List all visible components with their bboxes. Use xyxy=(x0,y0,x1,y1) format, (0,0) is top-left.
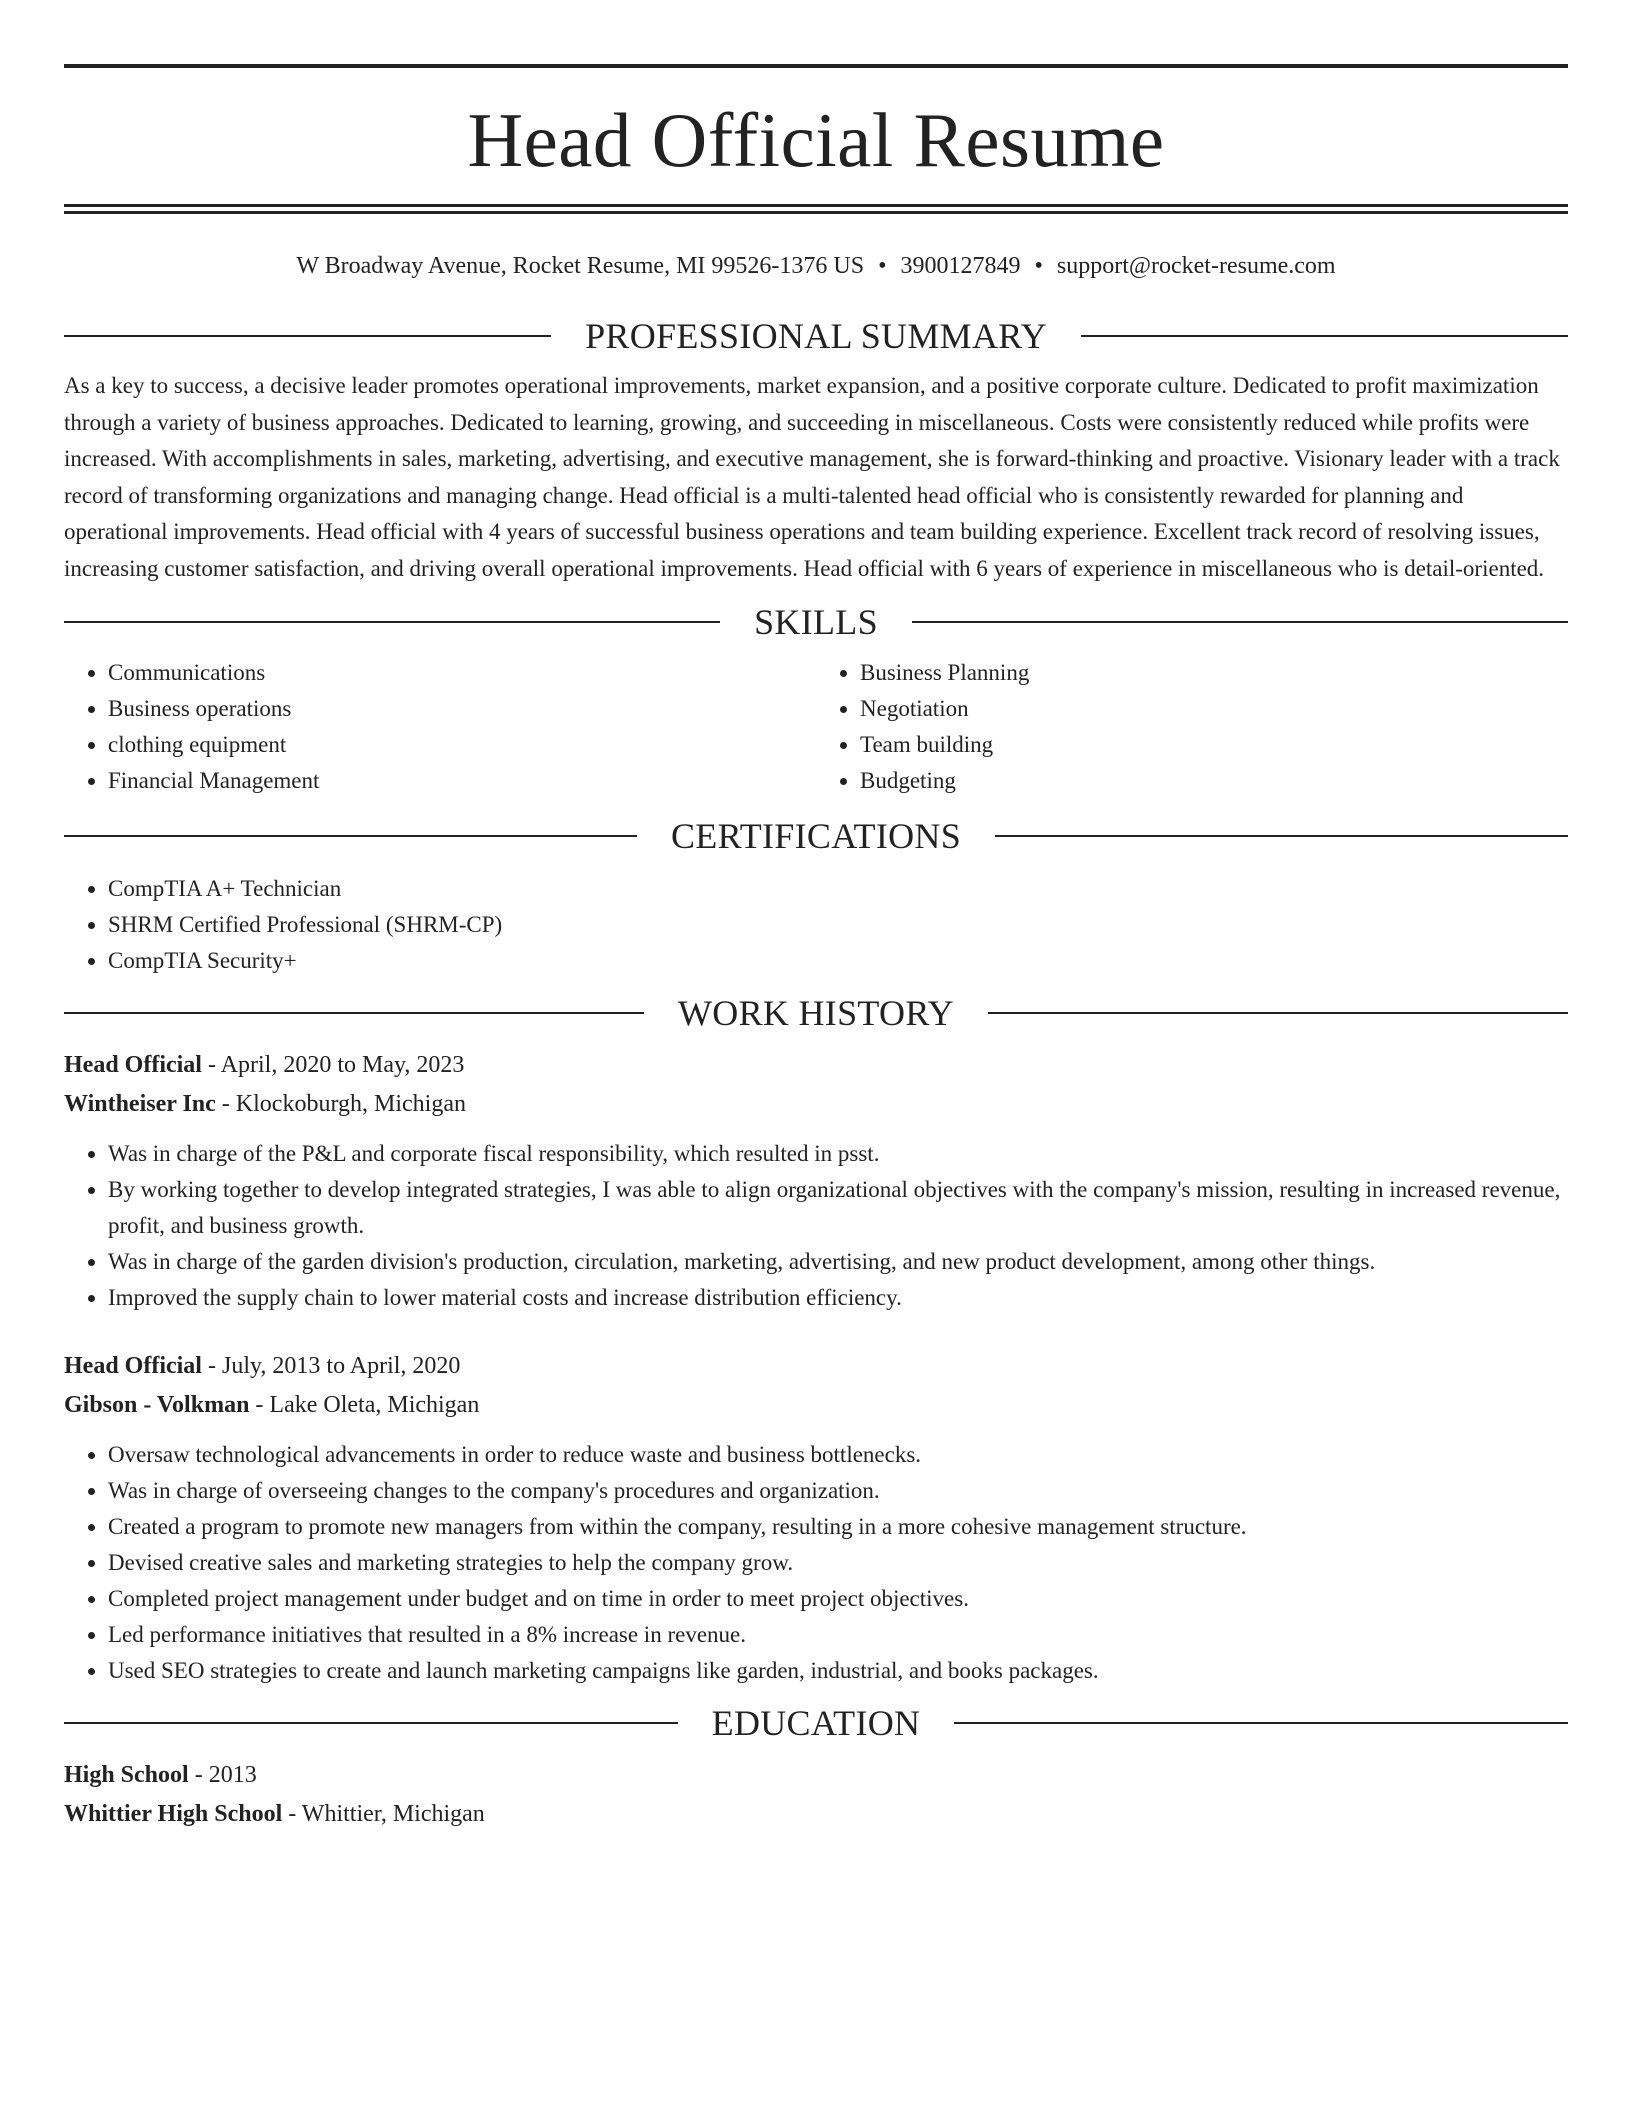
heading-rule xyxy=(988,1012,1568,1014)
job-entry xyxy=(64,1347,1568,1689)
skill-item: • Budgeting xyxy=(860,763,1568,799)
contact-address: W Broadway Avenue, Rocket Resume, MI 99526-1376 US xyxy=(296,253,865,279)
contact-phone: 3900127849 xyxy=(900,253,1021,279)
job-bullet: • Was in charge of the P&L and corporate fiscal responsibility, which resulted in psst. xyxy=(108,1136,1568,1172)
certification-item: • CompTIA Security+ xyxy=(108,943,1568,979)
skills-list xyxy=(64,655,1568,799)
skill-item: • Business Planning xyxy=(860,655,1568,691)
contact-email[interactable]: support@rocket-resume.com xyxy=(1056,253,1336,279)
job-bullet: • Used SEO strategies to create and launch marketing campaigns like garden, industrial, and books packages. xyxy=(108,1653,1568,1689)
contact-separator: • xyxy=(878,253,887,279)
skill-item: • Negotiation xyxy=(860,691,1568,727)
job-location: - Lake Oleta, Michigan xyxy=(255,1391,480,1418)
job-bullet: • Completed project management under budget and on time in order to meet project objectives. xyxy=(108,1581,1568,1617)
skills-heading-label: SKILLS xyxy=(754,601,878,642)
skill-item: • Business operations xyxy=(108,691,816,727)
job-bullet: • Improved the supply chain to lower material costs and increase distribution efficiency. xyxy=(108,1280,1568,1316)
heading-rule xyxy=(995,835,1568,837)
certifications-list xyxy=(64,871,1568,979)
job-location: - Klockoburgh, Michigan xyxy=(221,1090,466,1117)
education-heading xyxy=(64,1703,1568,1743)
job-company: Gibson - Volkman xyxy=(64,1391,250,1418)
job-title-line xyxy=(64,1347,1568,1386)
heading-rule xyxy=(64,335,551,337)
top-rule xyxy=(64,64,1568,68)
work-heading-label: WORK HISTORY xyxy=(678,992,954,1033)
title-double-rule xyxy=(64,204,1568,214)
job-title: Head Official xyxy=(64,1352,202,1379)
education-entry xyxy=(64,1756,1568,1834)
job-company: Wintheiser Inc xyxy=(64,1090,216,1117)
job-title-line xyxy=(64,1046,1568,1085)
skill-item: • Team building xyxy=(860,727,1568,763)
job-bullet: • By working together to develop integrated strategies, I was able to align organizational objectives with the company's mission, resulting in increased revenue, profit, and business growth. xyxy=(108,1172,1568,1244)
skills-column-right xyxy=(816,655,1568,799)
skills-column-left xyxy=(64,655,816,799)
skills-heading xyxy=(64,602,1568,642)
contact-separator: • xyxy=(1034,253,1043,279)
job-company-line xyxy=(64,1085,1568,1124)
summary-heading-label: PROFESSIONAL SUMMARY xyxy=(585,316,1047,356)
heading-rule xyxy=(1081,335,1568,337)
education-year: - 2013 xyxy=(194,1761,257,1788)
work-heading xyxy=(64,993,1568,1033)
education-degree: High School xyxy=(64,1761,189,1788)
summary-text: As a key to success, a decisive leader promotes operational improvements, market expansion, and a positive corporate culture. Dedicated to profit maximization through a variety of business approaches. Dedicated to learning, growing, and succeeding in miscellaneous. Costs were consistently reduced while profits were increased. With accomplishments in sales, marketing, advertising, and executive management, she is forward-thinking and proactive. Visionary leader with a track record of transforming organizations and managing change. Head official is a multi-talented head official who is consistently rewarded for planning and operational improvements. Head official with 4 years of successful business operations and team building experience. Excellent track record of resolving issues, increasing customer satisfaction, and driving overall operational improvements. Head official with 6 years of experience in miscellaneous who is detail-oriented. xyxy=(64,373,1560,581)
job-dates: - July, 2013 to April, 2020 xyxy=(207,1352,461,1379)
education-school-line xyxy=(64,1795,1568,1834)
education-school: Whittier High School xyxy=(64,1800,283,1827)
heading-rule xyxy=(954,1722,1568,1724)
job-entry xyxy=(64,1046,1568,1316)
job-bullet: • Was in charge of the garden division's production, circulation, marketing, advertising, and new product development, among other things. xyxy=(108,1244,1568,1280)
resume-title: Head Official Resume xyxy=(467,97,1165,183)
heading-rule xyxy=(912,621,1568,623)
skill-item: • Communications xyxy=(108,655,816,691)
job-company-line xyxy=(64,1386,1568,1425)
job-bullet: • Created a program to promote new managers from within the company, resulting in a more cohesive management structure. xyxy=(108,1509,1568,1545)
skill-item: • Financial Management xyxy=(108,763,816,799)
heading-rule xyxy=(64,1012,644,1014)
job-bullets xyxy=(64,1437,1568,1689)
education-location: - Whittier, Michigan xyxy=(288,1800,485,1827)
education-heading-label: EDUCATION xyxy=(711,1702,921,1743)
heading-rule xyxy=(64,835,637,837)
certifications-heading-label: CERTIFICATIONS xyxy=(670,815,962,856)
certification-item: • CompTIA A+ Technician xyxy=(108,871,1568,907)
education-degree-line xyxy=(64,1756,1568,1795)
heading-rule xyxy=(64,1722,678,1724)
job-bullet: • Oversaw technological advancements in order to reduce waste and business bottlenecks. xyxy=(108,1437,1568,1473)
job-bullet: • Was in charge of overseeing changes to the company's procedures and organization. xyxy=(108,1473,1568,1509)
job-bullet: • Devised creative sales and marketing strategies to help the company grow. xyxy=(108,1545,1568,1581)
job-bullets xyxy=(64,1136,1568,1316)
summary-heading xyxy=(64,316,1568,356)
job-title: Head Official xyxy=(64,1051,202,1078)
skill-item: • clothing equipment xyxy=(108,727,816,763)
heading-rule xyxy=(64,621,720,623)
contact-line xyxy=(64,251,1568,281)
certification-item: • SHRM Certified Professional (SHRM-CP) xyxy=(108,907,1568,943)
job-dates: - April, 2020 to May, 2023 xyxy=(207,1051,465,1078)
certifications-heading xyxy=(64,816,1568,856)
job-bullet: • Led performance initiatives that resulted in a 8% increase in revenue. xyxy=(108,1617,1568,1653)
